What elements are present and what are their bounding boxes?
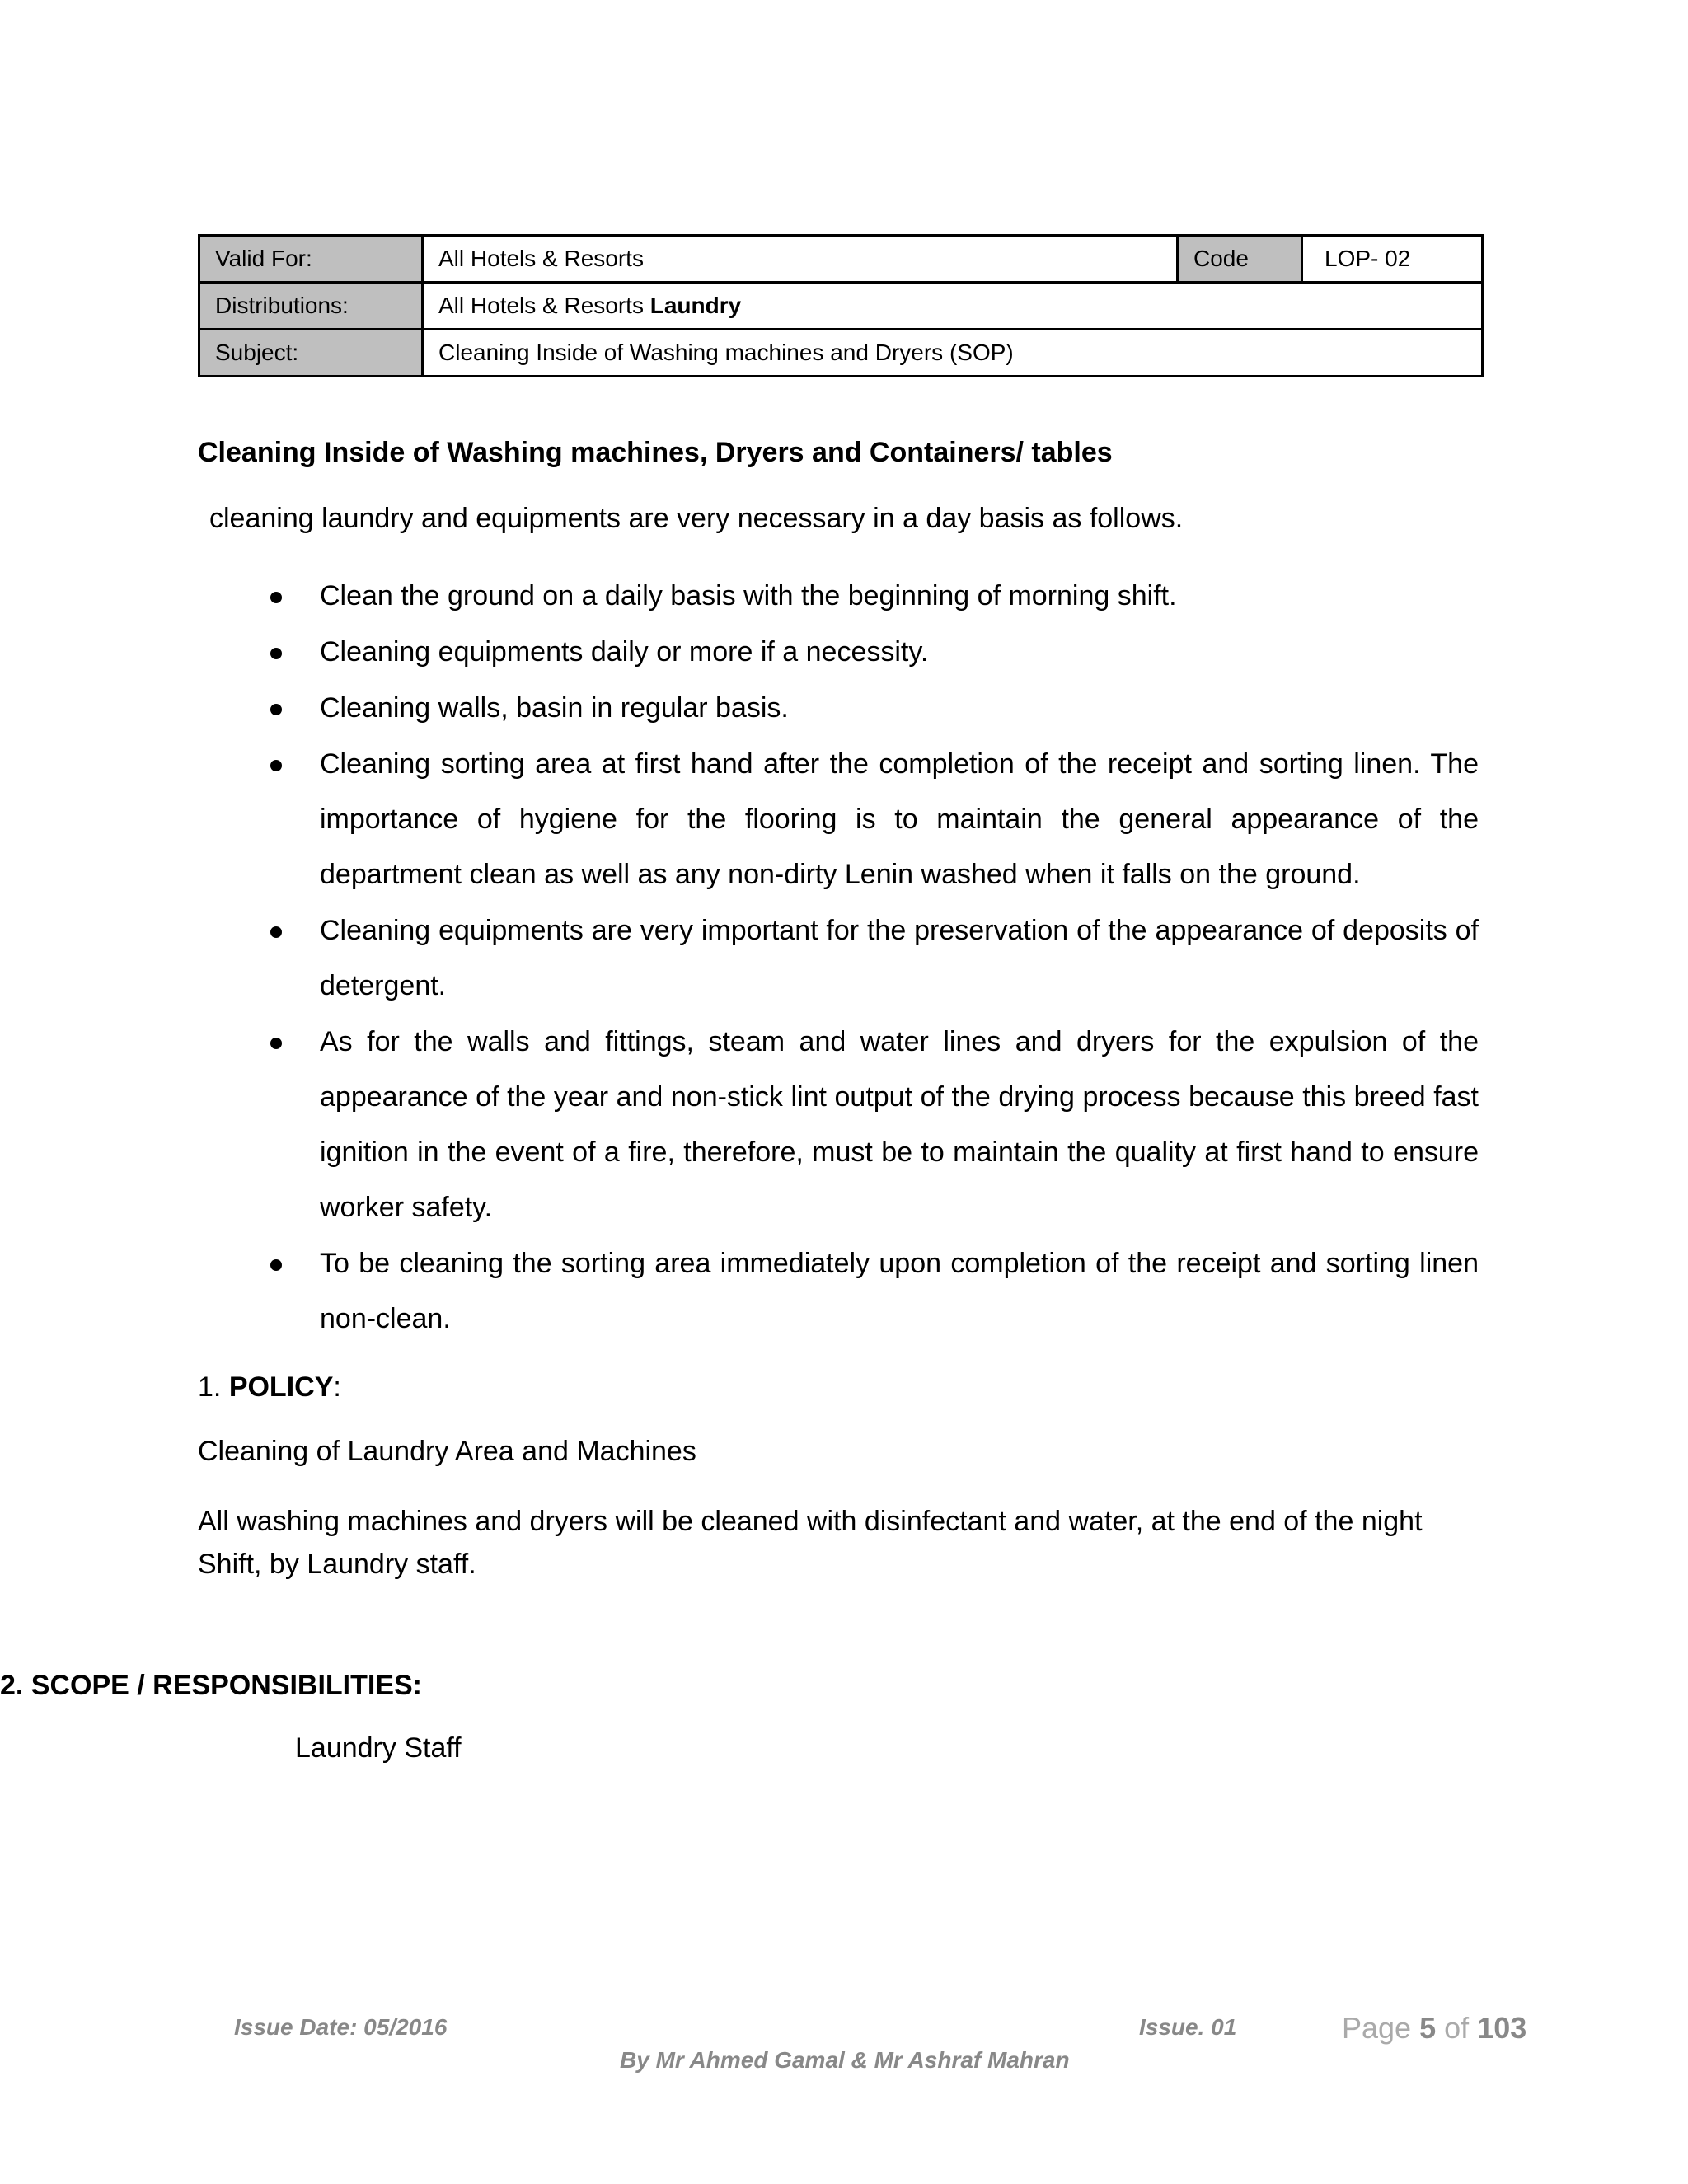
valid-for-value: All Hotels & Resorts xyxy=(423,236,1178,283)
valid-for-label: Valid For: xyxy=(199,236,423,283)
code-label: Code xyxy=(1178,236,1302,283)
policy-colon: : xyxy=(333,1371,341,1403)
bullet-dot-icon xyxy=(270,648,282,659)
of-word: of xyxy=(1444,2011,1470,2045)
bullet-item xyxy=(265,903,1479,1014)
subject-value: Cleaning Inside of Washing machines and Dryers (SOP) xyxy=(423,330,1483,377)
intro-paragraph: cleaning laundry and equipments are very necessary in a day basis as follows. xyxy=(209,503,1184,534)
distributions-value-bold: Laundry xyxy=(649,293,742,318)
bullet-item xyxy=(265,681,1479,736)
code-value: LOP- 02 xyxy=(1302,236,1483,283)
page-number xyxy=(1342,2011,1526,2046)
page-word: Page xyxy=(1342,2011,1412,2045)
bullet-item xyxy=(265,737,1479,902)
page-total: 103 xyxy=(1477,2011,1527,2045)
bullet-item xyxy=(265,1015,1479,1235)
bullet-text: Cleaning walls, basin in regular basis. xyxy=(320,692,789,724)
header-table xyxy=(198,234,1484,377)
subject-label: Subject: xyxy=(199,330,423,377)
issue-number: Issue. 01 xyxy=(1139,2014,1237,2040)
policy-number: 1. xyxy=(198,1371,222,1403)
header-row-valid-for xyxy=(199,236,1483,283)
header-row-subject xyxy=(199,330,1483,377)
distributions-label: Distributions: xyxy=(199,283,423,330)
bullet-item xyxy=(265,625,1479,680)
bullet-text: Cleaning equipments are very important for the preservation of the appearance of deposits of detergent. xyxy=(320,915,1479,1001)
bullet-dot-icon xyxy=(270,926,282,938)
page-current: 5 xyxy=(1419,2011,1437,2045)
bullet-text: Cleaning sorting area at first hand after the completion of the receipt and sorting linen. The importance of hygiene for the flooring is to maintain the general appearance of the department clean as well as any non-dirty Lenin washed when it falls on the ground. xyxy=(320,748,1479,890)
bullet-dot-icon xyxy=(270,592,282,603)
policy-heading-text: POLICY xyxy=(228,1371,334,1403)
bullet-dot-icon xyxy=(270,760,282,771)
bullet-dot-icon xyxy=(270,704,282,715)
bullet-item xyxy=(265,1236,1479,1347)
bullet-item xyxy=(265,569,1479,624)
authors-line: By Mr Ahmed Gamal & Mr Ashraf Mahran xyxy=(620,2047,1070,2073)
bullet-text: Cleaning equipments daily or more if a necessity. xyxy=(320,636,929,668)
bullet-text: To be cleaning the sorting area immediately upon completion of the receipt and sorting linen non-clean. xyxy=(320,1248,1479,1334)
policy-text: All washing machines and dryers will be cleaned with disinfectant and water, at the end of the night Shift, by Laundry staff. xyxy=(198,1506,1423,1580)
issue-date: Issue Date: 05/2016 xyxy=(234,2014,448,2040)
distributions-value: All Hotels & Resorts xyxy=(438,293,644,318)
bullet-dot-icon xyxy=(270,1038,282,1049)
scope-item: Laundry Staff xyxy=(295,1732,462,1764)
bullet-list xyxy=(265,569,1479,1347)
header-row-distributions xyxy=(199,283,1483,330)
scope-heading: 2. SCOPE / RESPONSIBILITIES: xyxy=(0,1670,422,1701)
policy-subtitle: Cleaning of Laundry Area and Machines xyxy=(198,1436,696,1467)
bullet-text: As for the walls and fittings, steam and water lines and dryers for the expulsion of the appearance of the year and non-stick lint output of the drying process because this breed fast ignition in the event of a fire, therefore, must be to maintain the quality at first hand to ensure worker safety. xyxy=(320,1026,1479,1223)
bullet-dot-icon xyxy=(270,1259,282,1271)
policy-heading xyxy=(198,1371,341,1404)
section-title: Cleaning Inside of Washing machines, Dryers and Containers/ tables xyxy=(198,437,1113,468)
bullet-text: Clean the ground on a daily basis with the beginning of morning shift. xyxy=(320,580,1177,612)
distributions-cell xyxy=(423,283,1483,330)
